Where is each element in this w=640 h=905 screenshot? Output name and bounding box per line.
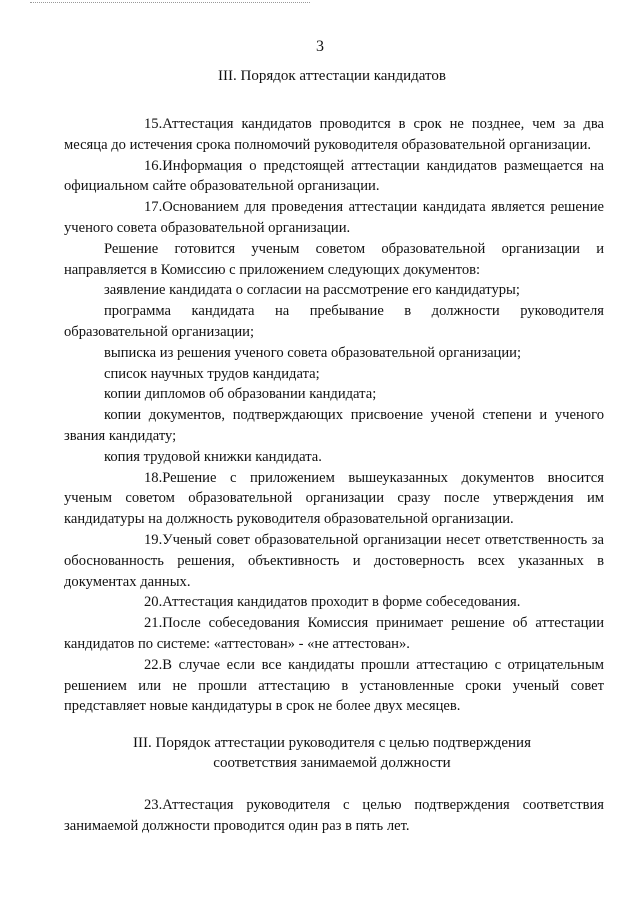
document-list-item: копия трудовой книжки кандидата. [104, 448, 322, 465]
item-number: 15. [144, 116, 163, 132]
document-list-item: выписка из решения ученого совета образовательной организации; [104, 344, 522, 361]
paragraph-20 [64, 592, 604, 613]
document-list-item: список научных трудов кандидата; [104, 365, 320, 382]
item-text: Информация о предстоящей аттестации кандидатов размещается на официальном сайте образовательной организации. [64, 157, 604, 195]
section-title-2 [60, 733, 604, 773]
paragraph-19 [64, 530, 604, 592]
paragraph-21 [64, 613, 604, 655]
item-text: Аттестация кандидатов проходит в форме собеседования. [162, 594, 521, 611]
item-number: 19. [144, 531, 163, 548]
page-number: 3 [316, 38, 324, 55]
item-text: Аттестация кандидатов проводится в срок не позднее, чем за два месяца до истечения срока полномочий руководителя образовательной организации. [64, 116, 604, 153]
section-title-2-line2: соответствия занимаемой должности [213, 755, 451, 771]
item-text: Аттестация руководителя с целью подтверждения соответствия занимаемой должности проводится один раз в пять лет. [64, 797, 604, 834]
section-title-2-line1: III. Порядок аттестации руководителя с целью подтверждения [133, 735, 531, 751]
paragraph-23 [64, 795, 604, 837]
decision-intro: Решение готовится ученым советом образовательной организации и направляется в Комиссию с приложением следующих документов: [64, 240, 604, 278]
item-number: 21. [144, 615, 163, 632]
paragraph-16 [64, 156, 604, 198]
item-text: После собеседования Комиссия принимает решение об аттестации кандидатов по системе: «аттестован» - «не аттестован». [64, 615, 604, 652]
document-list-item: заявление кандидата о согласии на рассмотрение его кандидатуры; [104, 282, 520, 299]
document-list-item: программа кандидата на пребывание в должности руководителя образовательной организации; [64, 303, 604, 340]
document-list-item: копии дипломов об образовании кандидата; [104, 386, 377, 403]
section-title: III. Порядок аттестации кандидатов [218, 68, 446, 84]
item-number: 20. [144, 594, 163, 611]
section-body [64, 114, 604, 717]
item-number: 17. [144, 199, 163, 216]
paragraph-15 [64, 114, 604, 156]
paragraph-17 [64, 197, 604, 239]
item-number: 23. [144, 797, 163, 813]
item-number: 16. [144, 157, 163, 174]
item-number: 18. [144, 469, 163, 486]
document-list-item: копии документов, подтверждающих присвоение ученой степени и ученого звания кандидату; [64, 407, 604, 444]
item-text: В случае если все кандидаты прошли аттестацию с отрицательным решением или не прошли аттестацию в установленные сроки ученый совет представляет новые кандидатуры в срок не более двух месяцев. [64, 656, 604, 715]
item-text: Решение с приложением вышеуказанных документов вносится ученым советом образовательной организации сразу после утверждения им кандидатуры на должность руководителя образовательной организации. [64, 469, 604, 528]
item-text: Ученый совет образовательной организации несет ответственность за обоснованность решения, объективность и достоверность всех указанных в документах данных. [64, 531, 604, 590]
item-text: Основанием для проведения аттестации кандидата является решение ученого совета образовательной организации. [64, 199, 604, 236]
section-2-body [64, 795, 604, 837]
paragraph-22 [64, 655, 604, 717]
item-number: 22. [144, 656, 163, 673]
scan-edge-line [30, 2, 310, 4]
paragraph-18 [64, 468, 604, 530]
